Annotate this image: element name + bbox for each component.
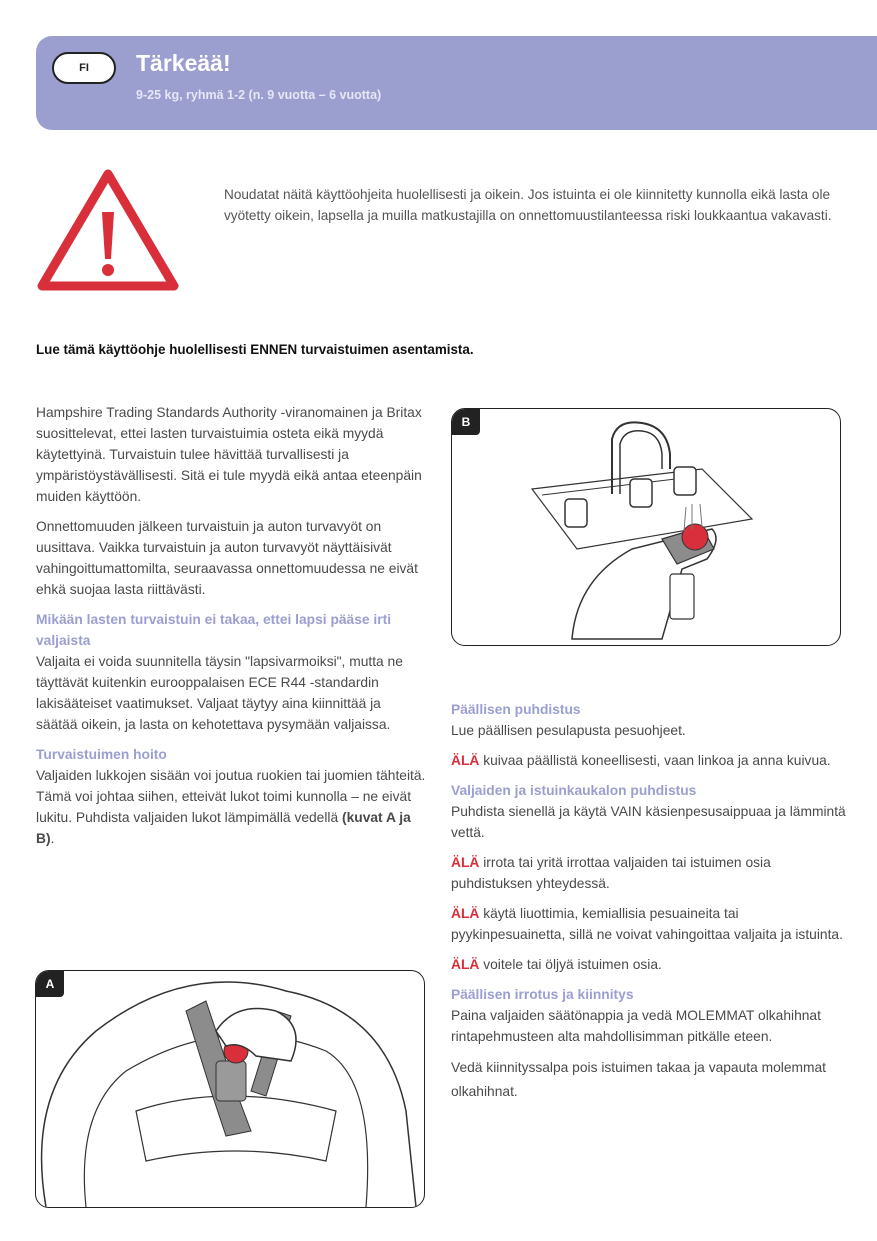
section-harness-cleaning — [451, 780, 846, 843]
section-heading: Valjaiden ja istuinkaukalon puhdistus — [451, 783, 697, 798]
paragraph: Vedä kiinnityssalpa pois istuimen takaa ja vapauta molemmat olkahihnat. — [451, 1060, 827, 1099]
paragraph-text: käytä liuottimia, kemiallisia pesuaineita tai pyykinpesuainetta, sillä ne voivat vahingoittaa valjaita ja istuinta. — [451, 906, 843, 942]
right-column — [451, 699, 846, 1113]
page-title: Tärkeää! — [136, 50, 231, 76]
paragraph-end: . — [50, 831, 55, 846]
figure-b — [451, 408, 841, 646]
paragraph: Onnettomuuden jälkeen turvaistuin ja auton turvavyöt on uusittava. Vaikka turvaistuin ja auton turvavyöt näyttäisivät vahingoittumattomilta, seuraavassa onnettomuudessa ne eivät ehkä suojaa lasta riittävästi. — [36, 519, 418, 597]
figure-label: B — [452, 409, 480, 435]
paragraph-text: voitele tai öljyä istuimen osia. — [479, 957, 662, 972]
paragraph — [36, 765, 426, 849]
paragraph-text: irrota tai yritä irrottaa valjaiden tai istuimen osia puhdistuksen yhteydessä. — [451, 855, 771, 891]
section-cover-cleaning — [451, 699, 846, 741]
warning-triangle-icon — [36, 164, 181, 296]
section-heading: Päällisen puhdistus — [451, 702, 581, 717]
section-care — [36, 744, 426, 849]
warning-word: ÄLÄ — [451, 753, 480, 768]
warning-text: Noudatat näitä käyttöohjeita huolellisesti ja oikein. Jos istuinta ei ole kiinnitetty kunnolla eikä lasta ole vyötetty oikein, lapsella ja muilla matkustajilla on onnettomuustilanteessa riski loukkaantua vakavasti. — [224, 187, 832, 223]
left-column — [36, 402, 426, 858]
figure-label: A — [36, 971, 64, 997]
section-harness — [36, 609, 426, 735]
buckle-release-illustration — [36, 971, 424, 1207]
warning-paragraph — [451, 852, 846, 894]
warning-word: ÄLÄ — [451, 957, 480, 972]
figure-reference: (kuvat A ja B) — [36, 810, 411, 846]
section-heading: Päällisen irrotus ja kiinnitys — [451, 987, 634, 1002]
tap-washing-illustration — [452, 409, 840, 645]
warning-paragraph — [451, 954, 846, 975]
paragraph: Lue päällisen pesulapusta pesuohjeet. — [451, 723, 686, 738]
page-subtitle: 9-25 kg, ryhmä 1-2 (n. 9 vuotta – 6 vuotta) — [136, 88, 382, 102]
lead-instruction: Lue tämä käyttöohje huolellisesti ENNEN turvaistuimen asentamista. — [36, 342, 474, 357]
paragraph: Paina valjaiden säätönappia ja vedä MOLEMMAT olkahihnat rintapehmusteen alta mahdollisimman pitkälle eteen. — [451, 1008, 821, 1044]
paragraph-text: Valjaiden lukkojen sisään voi joutua ruokien tai juomien tähteitä. Tämä voi johtaa siihen, etteivät lukot toimi kunnolla – ne eivät lukitu. Puhdista valjaiden lukot lämpimällä vedellä — [36, 768, 426, 825]
figure-a — [35, 970, 425, 1208]
paragraph: Hampshire Trading Standards Authority -viranomainen ja Britax suosittelevat, ettei lasten turvaistuimia osteta eikä myydä käytettyinä. Turvaistuin tulee hävittää turvallisesti ja ympäristöystävällisesti. Sitä ei tule myydä eikä antaa eteenpäin muiden käyttöön. — [36, 405, 422, 504]
section-heading: Mikään lasten turvaistuin ei takaa, ettei lapsi pääse irti valjaista — [36, 612, 392, 648]
paragraph-text: kuivaa päällistä koneellisesti, vaan linkoa ja anna kuivua. — [479, 753, 831, 768]
warning-word: ÄLÄ — [451, 855, 480, 870]
warning-paragraph — [451, 903, 846, 945]
language-badge: FI — [52, 52, 116, 84]
section-cover-removal — [451, 984, 846, 1047]
section-heading: Turvaistuimen hoito — [36, 747, 167, 762]
warning-paragraph — [451, 750, 846, 771]
paragraph: Puhdista sienellä ja käytä VAIN käsienpesusaippuaa ja lämmintä vettä. — [451, 804, 846, 840]
warning-word: ÄLÄ — [451, 906, 480, 921]
paragraph: Valjaita ei voida suunnitella täysin "lapsivarmoiksi", mutta ne täyttävät kuitenkin eurooppalaisen ECE R44 -standardin lakisääteiset vaatimukset. Valjaat täytyy aina kiinnittää ja säätää oikein, ja lasta on kehotettava pysymään valjaissa. — [36, 654, 403, 732]
